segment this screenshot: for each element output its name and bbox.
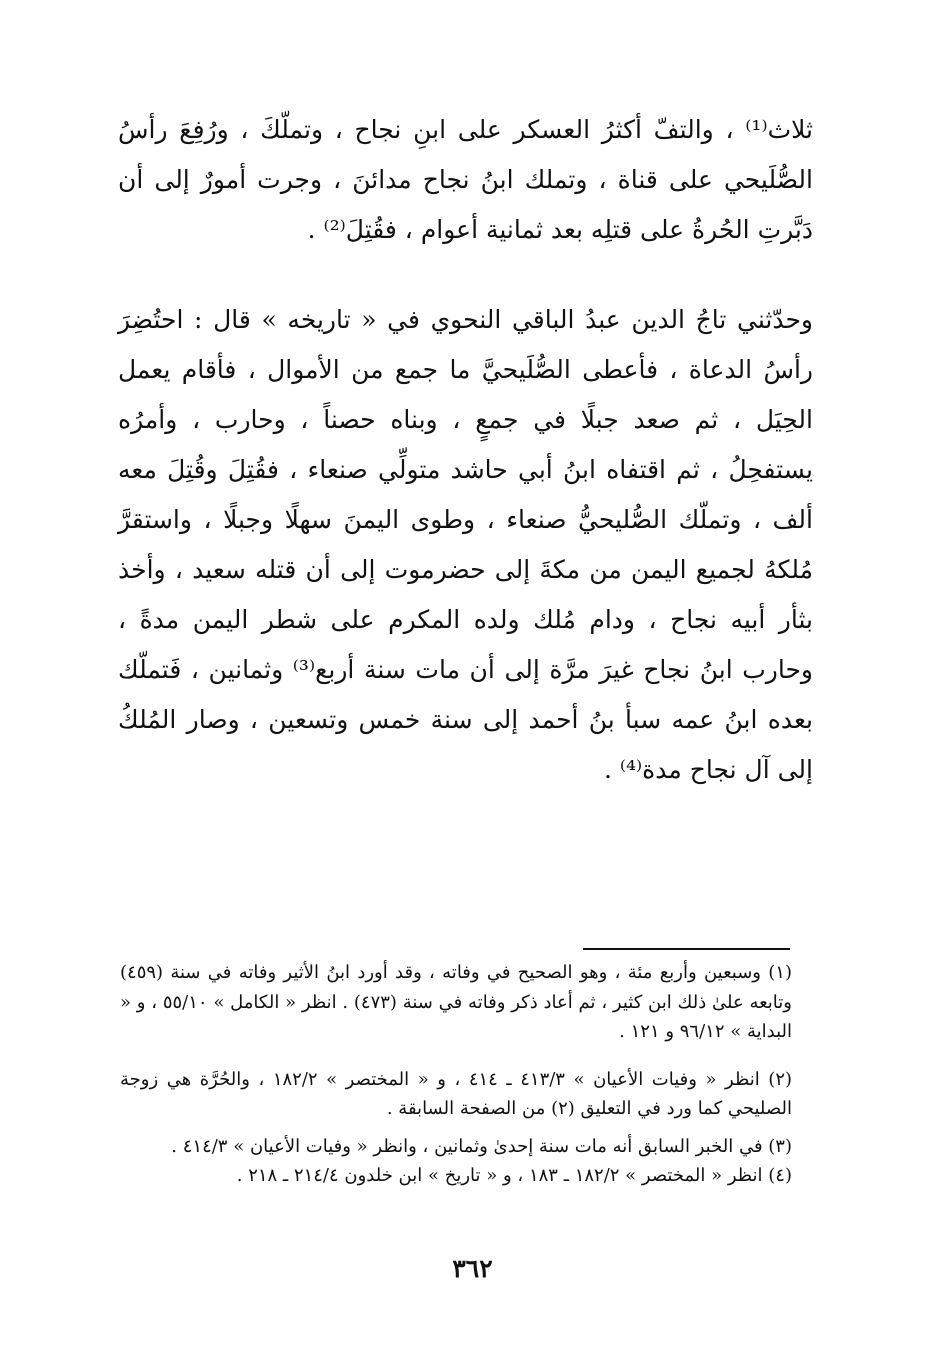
footnote-3: (٣) في الخبر السابق أنه مات سنة إحدىٰ وثمانين ، وانظر « وفيات الأعيان » ٤١٤/٣ . (171, 1135, 792, 1157)
paragraph-1: ثلاث⁽¹⁾ ، والتفّ أكثرُ العسكر على ابنِ نجاح ، وتملّكَ ، ورُفِعَ رأسُ الصُّلَيحي على قناة ، وتملك ابنُ نجاح مدائنَ ، وجرت أمورٌ إلى أن دَبَّرتِ الحُرةُ على قتلِه بعد ثمانية أعوام ، فقُتِلَ⁽²⁾ . (118, 115, 813, 244)
page-number: ٣٦٢ (452, 1254, 493, 1283)
footnote-2: (٢) انظر « وفيات الأعيان » ٤١٣/٣ ـ ٤١٤ ، و « المختصر » ١٨٢/٢ ، والحُرَّة هي زوجة الصليحي كما ورد في التعليق (٢) من الصفحة السابقة . (120, 1068, 793, 1119)
paragraph-2: وحدّثني تاجُ الدين عبدُ الباقي النحوي في « تاريخه » قال : احتُضِرَ رأسُ الدعاة ، فأعطى الصُّلَيحيَّ ما جمع من الأموال ، فأقام يعمل الحِيَل ، ثم صعد جبلًا في جمعٍ ، وبناه حصناً ، وحارب ، وأمرُه يستفحِلُ ، ثم اقتفاه ابنُ أبي حاشد متولِّي صنعاء ، فقُتِلَ وقُتِلَ معه ألف ، وتملّك الصُّليحيُّ صنعاء ، وطوى اليمنَ سهلًا وجبلًا ، واستقرَّ مُلكهُ لجميع اليمن من مكةَ إلى حضرموت إلى أن قتله سعيد ، وأخذ بثأر أبيه نجاح ، ودام مُلك ولده المكرم على شطر اليمن مدةً ، وحارب ابنُ نجاح غيرَ مرَّة إلى أن مات سنة أربع⁽³⁾ وثمانين ، فَتملّك بعده ابنُ عمه سبأ بنُ أحمد إلى سنة خمس وتسعين ، وصار المُلكُ إلى آل نجاح مدة⁽⁴⁾ . (118, 305, 813, 784)
footnote-1: (١) وسبعين وأربع مئة ، وهو الصحيح في وفاته ، وقد أورد ابنُ الأثير وفاته في سنة (٤٥٩) وتابعه علىٰ ذلك ابن كثير ، ثم أعاد ذكر وفاته في سنة (٤٧٣) . انظر « الكامل » ٥٥/١٠ ، و « البداية » ٩٦/١٢ و ١٢١ . (120, 962, 792, 1042)
footnotes (120, 958, 792, 1191)
footnote-4: (٤) انظر « المختصر » ١٨٢/٢ ـ ١٨٣ ، و « تاريخ » ابن خلدون ٢١٤/٤ ـ ٢١٨ . (236, 1165, 792, 1186)
footnote-separator (583, 948, 790, 950)
